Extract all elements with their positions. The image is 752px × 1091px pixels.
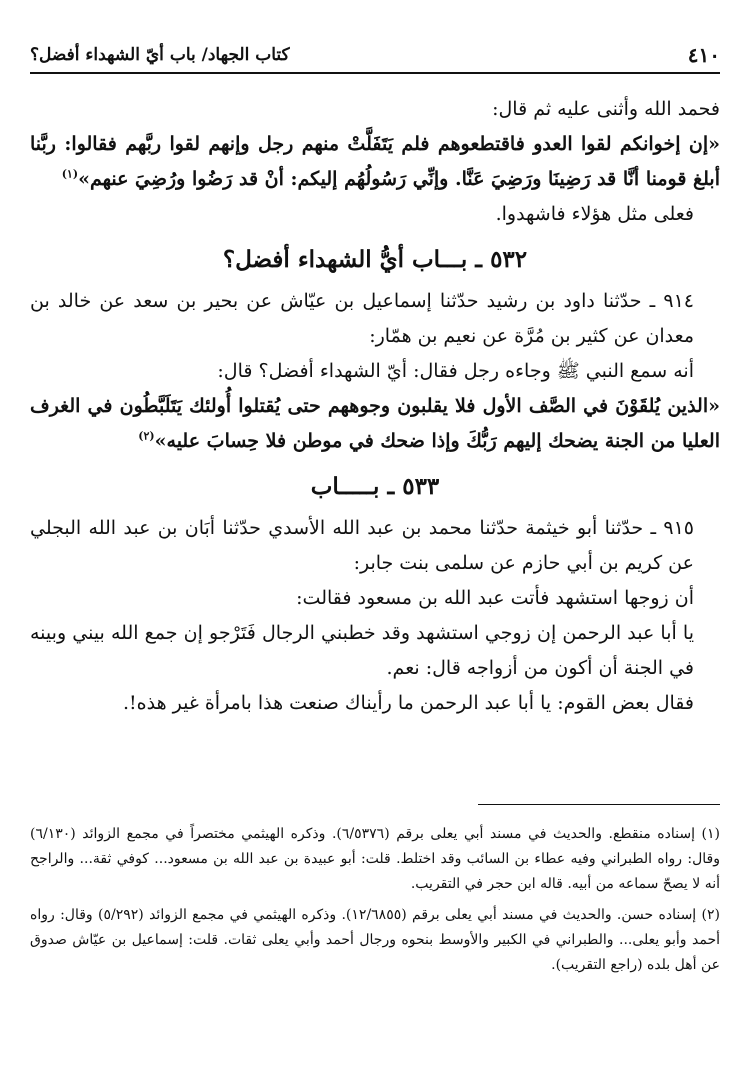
paragraph-intro: فحمد الله وأثنى عليه ثم قال:	[492, 98, 720, 120]
footnote-1: (١) إسناده منقطع. والحديث في مسند أبي يعلى برقم (٦/٥٣٧٦). وذكره الهيثمي مختصراً في مجمع الزوائد (٦/١٣٠) وقال: رواه الطبراني وفيه عطاء بن السائب وقد اختلط. قلت: أبو عبيدة بن عبد الله بن مسعود... كوفي ثقة... والراجح أنه لا يصحّ سماعه من أبيه. قاله ابن حجر في التقريب.	[30, 826, 720, 892]
footnotes	[30, 822, 720, 984]
page-number: ٤١٠	[687, 43, 720, 67]
hadith-quote-1-text: «إن إخوانكم لقوا العدو فاقتطعوهم فلم يَتَفَلَّتْ منهم رجل وإنهم لقوا ربَّهم فقالوا: ربَّنا أبلغ قومنا أنَّا قد رَضِينَا ورَضِيَ عَنَّا. وإنِّي رَسُولُهُم إليكم: أنْ قد رَضُوا ورُضِيَ عنهم»	[30, 133, 720, 190]
paragraph-remark: فقال بعض القوم: يا أبا عبد الرحمن ما رأيناك صنعت هذا بامرأة غير هذه!.	[122, 692, 694, 714]
footnote-2: (٢) إسناده حسن. والحديث في مسند أبي يعلى برقم (١٢/٦٨٥٥). وذكره الهيثمي في مجمع الزوائد (٥/٢٩٢) وقال: رواه أحمد وأبو يعلى... والطبراني في الكبير والأوسط بنحوه ورجال أحمد وأبي يعلى ثقات. قلت: إسماعيل بن عيّاش صدوق عن أهل بلده (راجع التقريب).	[30, 907, 720, 973]
footnote-ref-2: (٢)	[138, 429, 155, 443]
hadith-quote-2	[30, 389, 720, 459]
footnote-divider	[478, 804, 720, 805]
paragraph-question: أنه سمع النبي ﷺ وجاءه رجل فقال: أيّ الشهداء أفضل؟ قال:	[217, 360, 694, 382]
footnote-ref-1: (١)	[61, 167, 79, 181]
main-text	[30, 92, 720, 721]
paragraph-conclusion: فعلى مثل هؤلاء فاشهدوا.	[495, 203, 694, 225]
hadith-isnad-915: ٩١٥ ـ حدّثنا أبو خيثمة حدّثنا محمد بن عبد الله الأسدي حدّثنا أبَان بن عبد الله البجلي عن كريم بن أبي حازم عن سلمى بنت جابر:	[30, 517, 694, 574]
chapter-heading-532: ٥٣٢ ـ بـــاب أيُّ الشهداء أفضل؟	[222, 246, 528, 273]
hadith-isnad-914: ٩١٤ ـ حدّثنا داود بن رشيد حدّثنا إسماعيل بن عيّاش عن بحير بن سعد عن خالد بن معدان عن كثير بن مُرَّة عن نعيم بن همّار:	[30, 290, 694, 347]
page-header	[30, 38, 720, 74]
hadith-quote-2-text: «الذين يُلقَوْنَ في الصَّف الأول فلا يقلبون وجوههم حتى يُقتلوا أُولئك يَتَلَبَّطُون في الغرف العليا من الجنة يضحك إليهم رَبُّكَ وإذا ضحك في موطن فلا حِسابَ عليه»	[30, 395, 720, 452]
hadith-quote-1	[30, 127, 720, 197]
running-title: كتاب الجهاد/ باب أيّ الشهداء أفضل؟	[30, 45, 290, 65]
paragraph-narration: أن زوجها استشهد فأتت عبد الله بن مسعود فقالت:	[296, 587, 694, 609]
chapter-heading-533: ٥٣٣ ـ بـــــاب	[310, 473, 440, 500]
paragraph-dialogue: يا أبا عبد الرحمن إن زوجي استشهد وقد خطبني الرجال فَتَرْجو إن جمع الله بيني وبينه في الجنة أن أكون من أزواجه قال: نعم.	[30, 622, 694, 679]
